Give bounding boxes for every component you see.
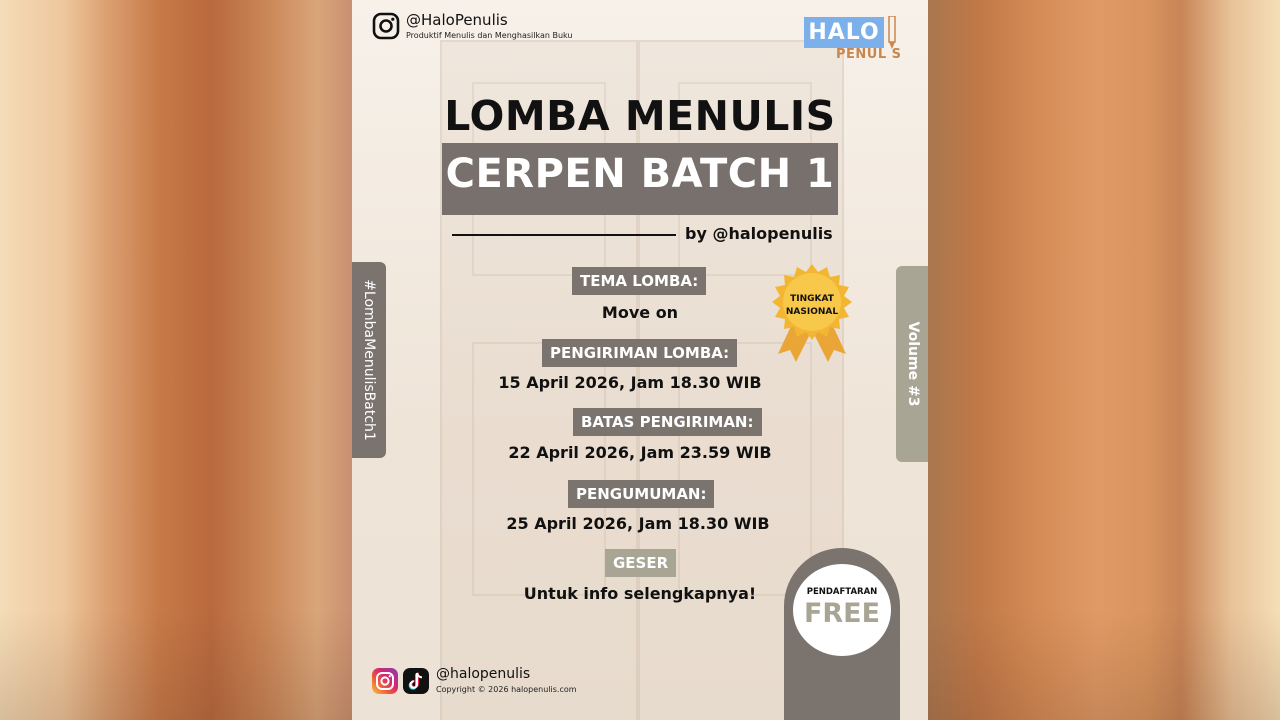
title-line-1: LOMBA MENULIS [444, 92, 836, 140]
free-label: FREE [803, 598, 881, 629]
background-left-blur [0, 0, 352, 720]
logo-penulis: PENUL S [836, 47, 902, 62]
section-label-batas: BATAS PENGIRIMAN: [573, 408, 762, 436]
title-line-2-box [442, 143, 838, 215]
title-line-2: CERPEN BATCH 1 [445, 151, 835, 197]
section-label-pengumuman: PENGUMUMAN: [568, 480, 714, 508]
section-label-geser: GESER [605, 549, 676, 577]
section-value-pengumuman: 25 April 2026, Jam 18.30 WIB [506, 514, 770, 533]
badge-line-1: TINGKAT [790, 294, 834, 304]
hashtag-side-tab [352, 262, 386, 458]
divider-line [452, 234, 676, 236]
badge-label [770, 293, 854, 319]
section-value-batas: 22 April 2026, Jam 23.59 WIB [508, 443, 772, 462]
volume-side-tab [896, 266, 928, 462]
footer-handle[interactable]: @halopenulis [436, 666, 531, 682]
organizer-byline: by @halopenulis [685, 224, 833, 243]
instagram-icon[interactable] [372, 12, 400, 40]
section-value-tema: Move on [601, 303, 679, 322]
section-label-pengiriman: PENGIRIMAN LOMBA: [542, 339, 737, 367]
instagram-icon[interactable] [372, 668, 398, 694]
background-right-blur [928, 0, 1280, 720]
registration-label: PENDAFTARAN [806, 587, 878, 597]
copyright: Copyright © 2026 halopenulis.com [436, 685, 577, 694]
badge-line-2: NASIONAL [785, 307, 839, 317]
section-value-geser: Untuk info selengkapnya! [523, 584, 757, 603]
logo-halo: HALO [804, 17, 884, 48]
instagram-handle[interactable]: @HaloPenulis [406, 11, 508, 29]
volume-text: Volume #3 [905, 321, 921, 407]
tagline: Produktif Menulis dan Menghasilkan Buku [406, 31, 573, 40]
section-value-pengiriman: 15 April 2026, Jam 18.30 WIB [498, 373, 762, 392]
hashtag-text: #LombaMenulisBatch1 [361, 279, 377, 441]
section-label-tema: TEMA LOMBA: [572, 267, 706, 295]
poster [352, 0, 928, 720]
tiktok-icon[interactable] [403, 668, 429, 694]
pencil-icon [888, 16, 896, 50]
